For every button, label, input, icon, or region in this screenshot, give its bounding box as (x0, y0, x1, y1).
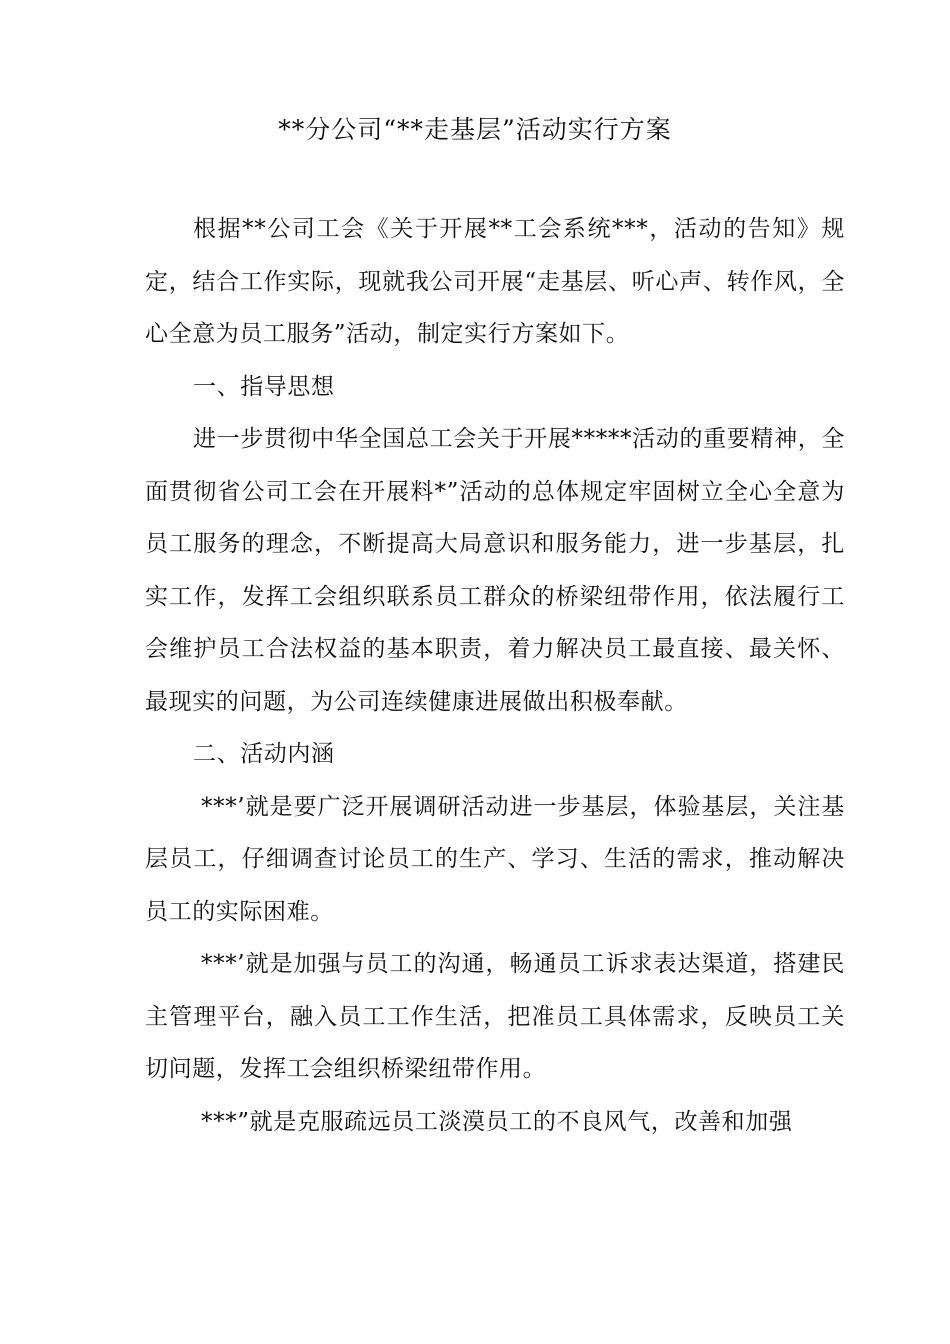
activity-content-paragraph-3: ***”就是克服疏远员工淡漠员工的不良风气，改善和加强 (201, 1108, 793, 1135)
activity-content-paragraph-2: ***’就是加强与员工的沟通，畅通员工诉求表达渠道，搭建民主管理平台，融入员工工作生活，把准员工具体需求，反映员工关切问题，发挥工会组织桥梁纽带作用。 (145, 951, 845, 1082)
section-heading-guiding-thought: 一、指导思想 (193, 373, 335, 400)
section-heading-activity-content: 二、活动内涵 (193, 741, 335, 767)
activity-content-paragraph-1: ***’就是要广泛开展调研活动进一步基层，体验基层，关注基层员工，仔细调查讨论员工的生产、学习、生活的需求，推动解决员工的实际困难。 (145, 793, 845, 925)
intro-paragraph: 根据**公司工会《关于开展**工会系统***，活动的告知》规定，结合工作实际，现就我公司开展“走基层、听心声、转作风，全心全意为员工服务”活动，制定实行方案如下。 (145, 216, 845, 347)
guiding-thought-paragraph: 进一步贯彻中华全国总工会关于开展*****活动的重要精神，全面贯彻省公司工会在开展料*”活动的总体规定牢固树立全心全意为员工服务的理念，不断提高大局意识和服务能力，进一步基层，扎实工作，发挥工会组织联系员工群众的桥梁纽带作用，依法履行工会维护员工合法权益的基本职责，着力解决员工最直接、最关怀、最现实的问题，为公司连续健康进展做出积极奉献。 (145, 426, 845, 715)
document-title: **分公司“**走基层”活动实行方案 (278, 115, 672, 144)
document-body (145, 203, 845, 1148)
